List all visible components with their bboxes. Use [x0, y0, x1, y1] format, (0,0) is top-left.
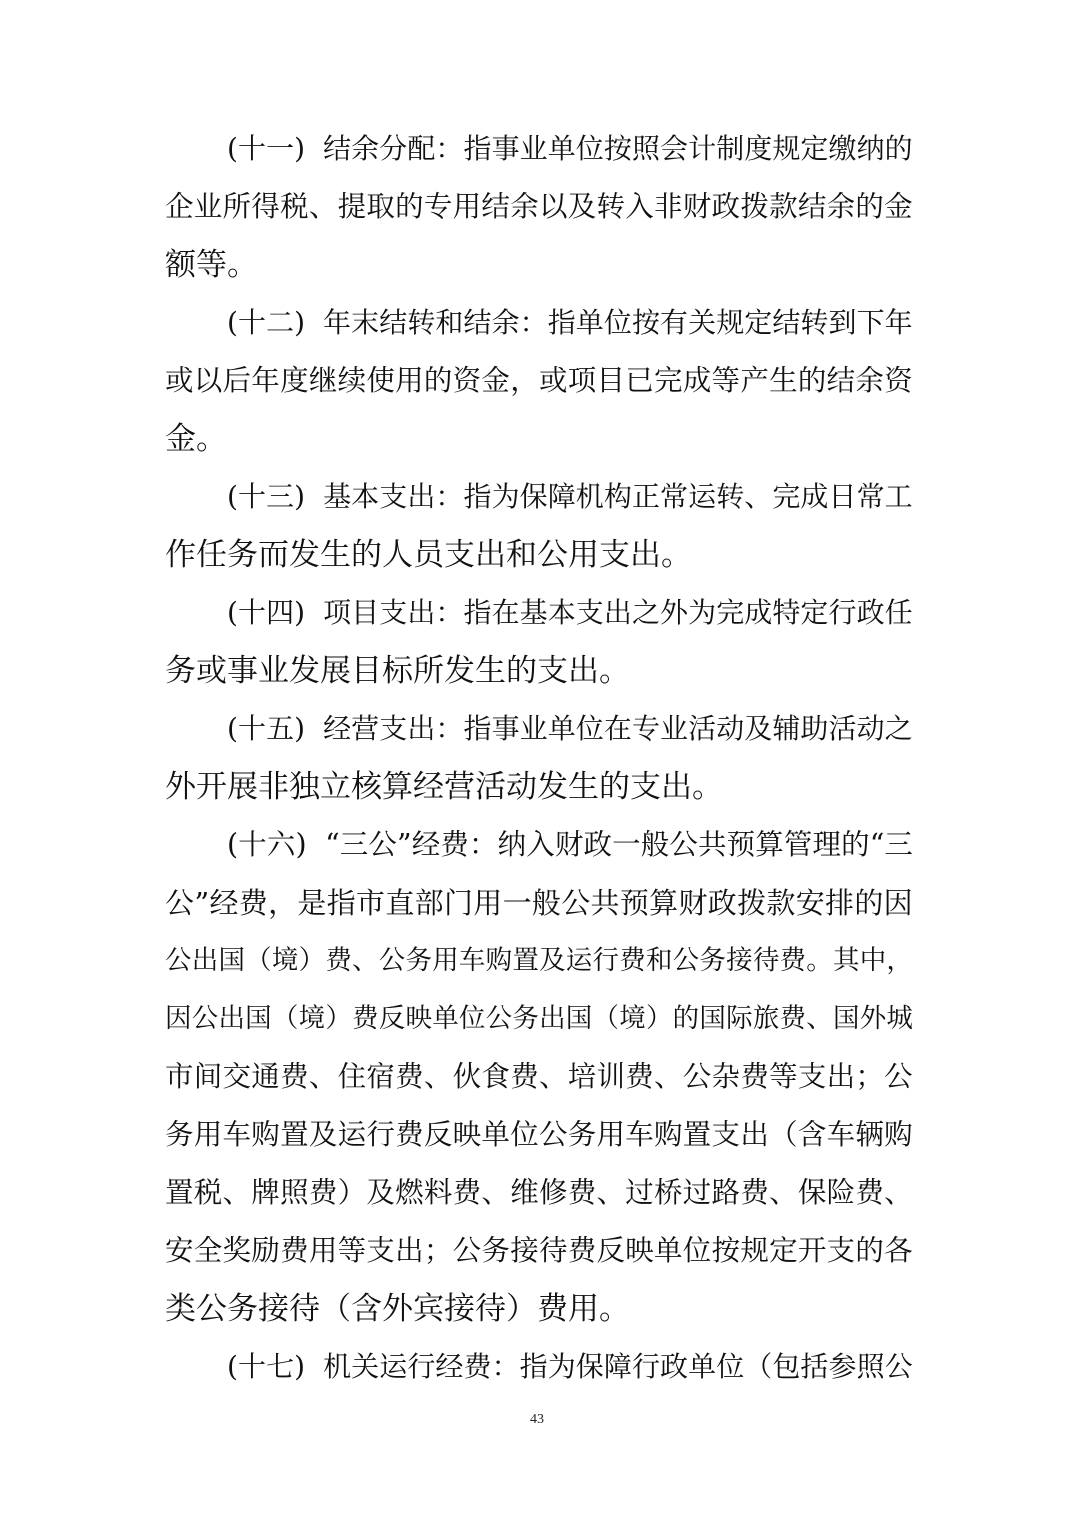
text-line: 企 业 所 得 税 、 提 取 的 专 用 结 余 以 及 转 入 非 财 政 拨 款 结 余 的 金	[165, 190, 913, 223]
text-line: 类公务接待（含外宾接待）费用。	[165, 1291, 630, 1327]
paragraph-operating-expenditure	[165, 700, 913, 816]
text-line: ( 十 二 ) 年 末 结 转 和 结 余 ： 指 单 位 按 有 关 规 定 结 转 到 下 年	[227, 306, 913, 339]
text-line: 置 税 、 牌 照 费 ） 及 燃 料 费 、 维 修 费 、 过 桥 过 路 费 、 保 险 费 、	[165, 1176, 913, 1209]
paragraph-year-end-carryover	[165, 294, 913, 468]
text-line: 安 全 奖 励 费 用 等 支 出 ； 公 务 接 待 费 反 映 单 位 按 规 定 开 支 的 各	[165, 1234, 913, 1267]
text-line: ( 十 七 ) 机 关 运 行 经 费 ： 指 为 保 障 行 政 单 位 （ 包 括 参 照 公	[227, 1350, 913, 1383]
paragraph-surplus-distribution	[165, 120, 913, 294]
text-line: 额等。	[165, 247, 258, 283]
text-line: 作任务而发生的人员支出和公用支出。	[165, 537, 692, 573]
text-line: 或 以 后 年 度 继 续 使 用 的 资 金 ， 或 项 目 已 完 成 等 产 生 的 结 余 资	[165, 364, 913, 397]
document-body	[165, 120, 913, 1396]
text-line: 金。	[165, 421, 227, 457]
text-line: 务 用 车 购 置 及 运 行 费 反 映 单 位 公 务 用 车 购 置 支 出 （ 含 车 辆 购	[165, 1118, 913, 1151]
text-line: ( 十 五 ) 经 营 支 出 ： 指 事 业 单 位 在 专 业 活 动 及 辅 助 活 动 之	[227, 712, 913, 745]
text-line: 外开展非独立核算经营活动发生的支出。	[165, 769, 723, 805]
paragraph-three-public-expenses	[165, 816, 913, 1338]
text-line: 市 间 交 通 费 、 住 宿 费 、 伙 食 费 、 培 训 费 、 公 杂 费 等 支 出 ； 公	[165, 1060, 913, 1093]
paragraph-project-expenditure	[165, 584, 913, 700]
paragraph-basic-expenditure	[165, 468, 913, 584]
text-line: ( 十 一 ) 结 余 分 配 ： 指 事 业 单 位 按 照 会 计 制 度 规 定 缴 纳 的	[227, 132, 913, 165]
text-line: ( 十 四 ) 项 目 支 出 ： 指 在 基 本 支 出 之 外 为 完 成 特 定 行 政 任	[227, 596, 913, 629]
text-line: 公 ” 经 费 ， 是 指 市 直 部 门 用 一 般 公 共 预 算 财 政 拨 款 安 排 的 因	[165, 886, 913, 920]
text-line: ( 十 六 ) “ 三 公 ” 经 费 ： 纳 入 财 政 一 般 公 共 预 算 管 理 的 “ 三	[227, 828, 913, 861]
text-line: 因 公 出 国 （ 境 ） 费 反 映 单 位 公 务 出 国 （ 境 ） 的 国 际 旅 费 、 国 外 城	[165, 1003, 913, 1034]
text-line: ( 十 三 ) 基 本 支 出 ： 指 为 保 障 机 构 正 常 运 转 、 完 成 日 常 工	[227, 480, 913, 513]
text-line: 务或事业发展目标所发生的支出。	[165, 653, 630, 689]
paragraph-agency-operating-funds	[165, 1338, 913, 1396]
page-number: 43	[530, 1412, 544, 1427]
text-line: 公 出 国 （ 境 ） 费 、 公 务 用 车 购 置 及 运 行 费 和 公 务 接 待 费 。 其 中 ，	[165, 945, 913, 976]
